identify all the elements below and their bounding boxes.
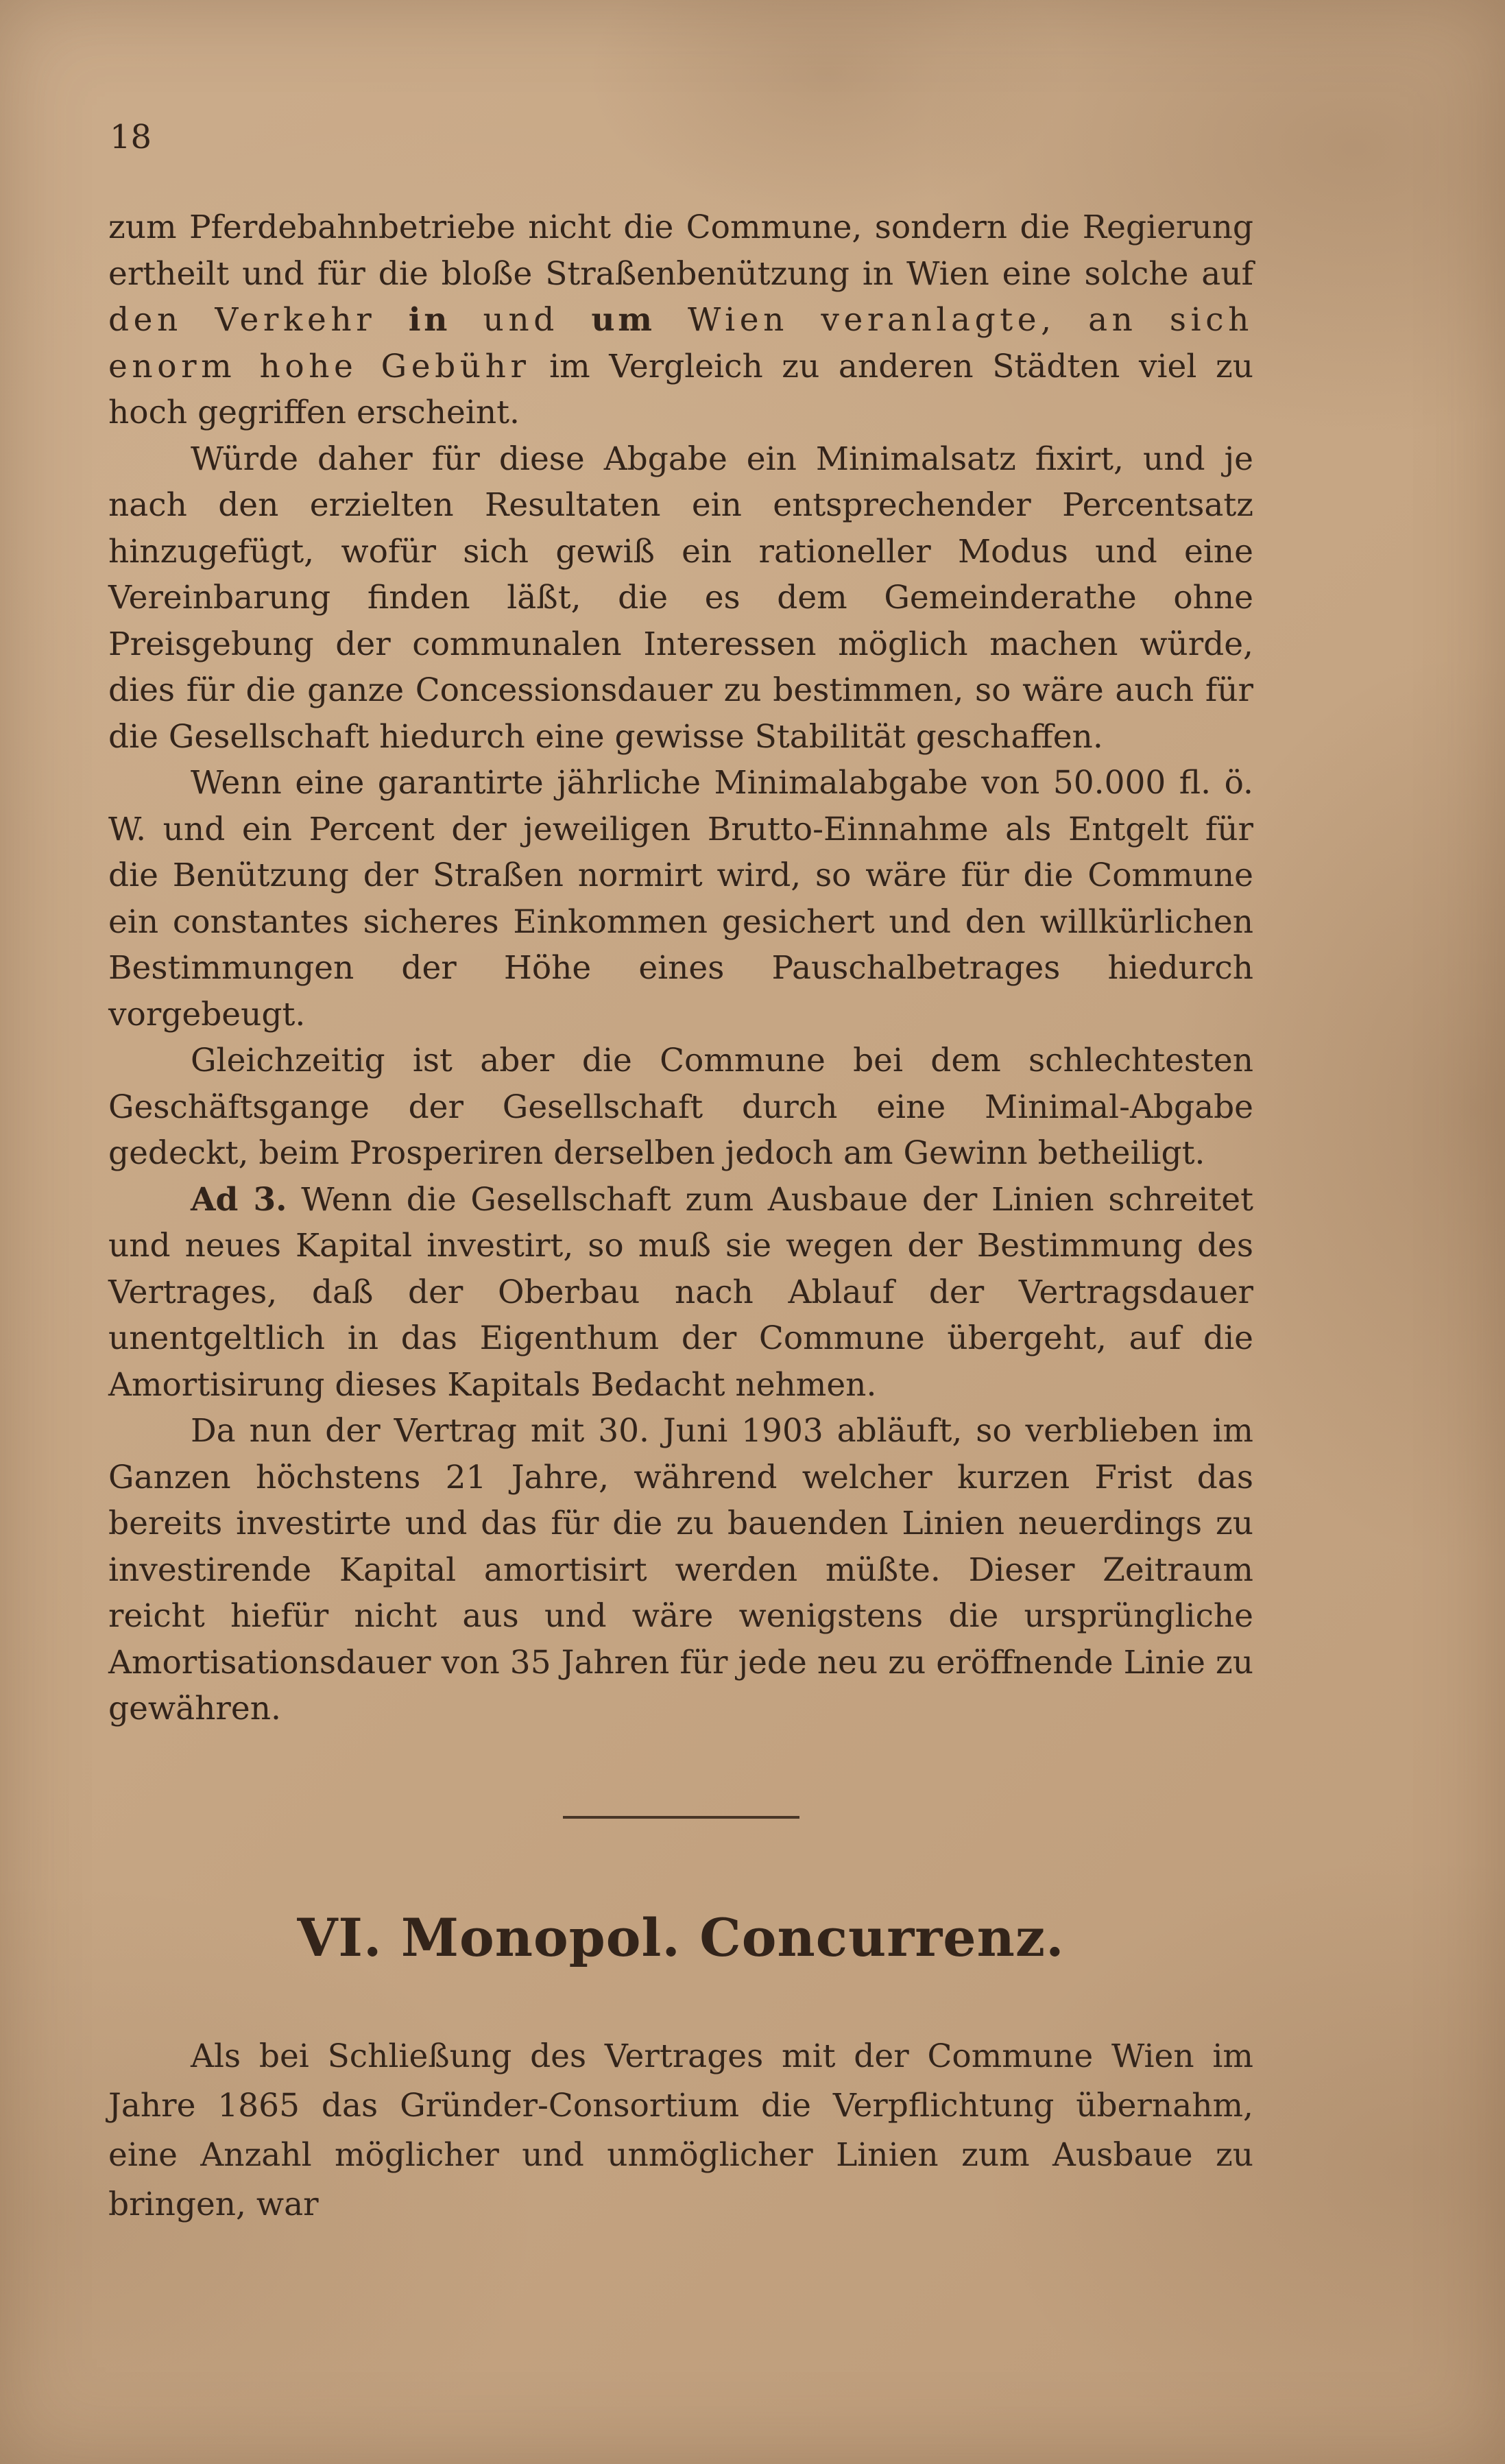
text-segment: Gleichzeitig ist aber die Commune bei dem schlechtesten Geschäftsgange der Gesellschaft durch eine Minimal-Abgabe gedeckt, beim Prosperiren derselben jedoch am Gewinn betheiligt.	[108, 1042, 1253, 1172]
text-segment: Wenn eine garantirte jährliche Minimalabgabe von 50.000 fl. ö. W. und ein Percent der jeweiligen Brutto-Einnahme als Entgelt für die Benützung der Straßen normirt wird, so wäre für die Commune ein constantes sicheres Einkommen gesichert und den willkürlichen Bestimmungen der Höhe eines Pauschalbetrages hiedurch vorgebeugt.	[108, 764, 1253, 1033]
text-segment: zum Pferdebahnbetriebe nicht die Commune, sondern die Regierung ertheilt und für die bloße Straßenbenützung in Wien eine solche auf	[108, 208, 1253, 293]
text-segment: Als bei Schließung des Vertrages mit der Commune Wien im Jahre 1865 das Gründer-Consortium die Verpflichtung übernahm, eine Anzahl möglicher und unmöglicher Linien zum Ausbaue zu bringen, war	[108, 2037, 1253, 2224]
text-segment: den Verkehr	[108, 301, 409, 339]
body-text	[108, 204, 1253, 1732]
text-segment: Da nun der Vertrag mit 30. Juni 1903 abläuft, so verblieben im Ganzen höchstens 21 Jahre, während welcher kurzen Frist das bereits investirte und das für die zu bauenden Linien neuerdings zu investirende Kapital amortisirt werden müßte. Dieser Zeitraum reicht hiefür nicht aus und wäre wenigstens die ursprüngliche Amortisationsdauer von 35 Jahren für jede neu zu eröffnende Linie zu gewähren.	[108, 1412, 1253, 1727]
text-segment: Ad 3.	[191, 1180, 287, 1219]
paragraph	[108, 2032, 1253, 2229]
section-text	[108, 2032, 1253, 2229]
paragraph	[108, 760, 1253, 1038]
page-number: 18	[110, 118, 152, 156]
paragraph	[108, 1177, 1253, 1409]
text-segment: Wenn die Gesellschaft zum Ausbaue der Linien schreitet und neues Kapital investirt, so muß sie wegen der Bestimmung des Vertrages, daß der Oberbau nach Ablauf der Vertragsdauer unentgeltlich in das Eigenthum der Commune übergeht, auf die Amortisirung dieses Kapitals Bedacht nehmen.	[108, 1180, 1254, 1404]
text-segment: in	[408, 301, 451, 339]
text-segment: Würde daher für diese Abgabe ein Minimalsatz fixirt, und je nach den erzielten Resultaten ein entsprechender Percentsatz hinzugefügt, wofür sich gewiß ein rationeller Modus und eine Vereinbarung finden läßt, die es dem Gemeinderathe ohne Preisgebung der communalen Interessen möglich machen würde, dies für die ganze Concessionsdauer zu bestimmen, so wäre auch für die Gesellschaft hiedurch eine gewisse Stabilität geschaffen.	[108, 440, 1253, 756]
text-segment: und	[450, 301, 592, 339]
text-segment: im Vergleich zu anderen Städten viel zu hoch gegriffen erscheint.	[108, 347, 1253, 431]
paragraph	[108, 204, 1253, 436]
section-heading: VI. Monopol. Concurrenz.	[297, 1906, 1065, 1968]
paragraph	[108, 1038, 1253, 1177]
page-content	[108, 204, 1253, 2229]
text-segment: um	[591, 301, 655, 339]
text-segment: Wien veranlagte, an sich enorm hohe Gebühr	[108, 301, 1253, 385]
section-divider	[563, 1816, 799, 1819]
paragraph	[108, 1408, 1253, 1732]
paragraph	[108, 436, 1253, 761]
